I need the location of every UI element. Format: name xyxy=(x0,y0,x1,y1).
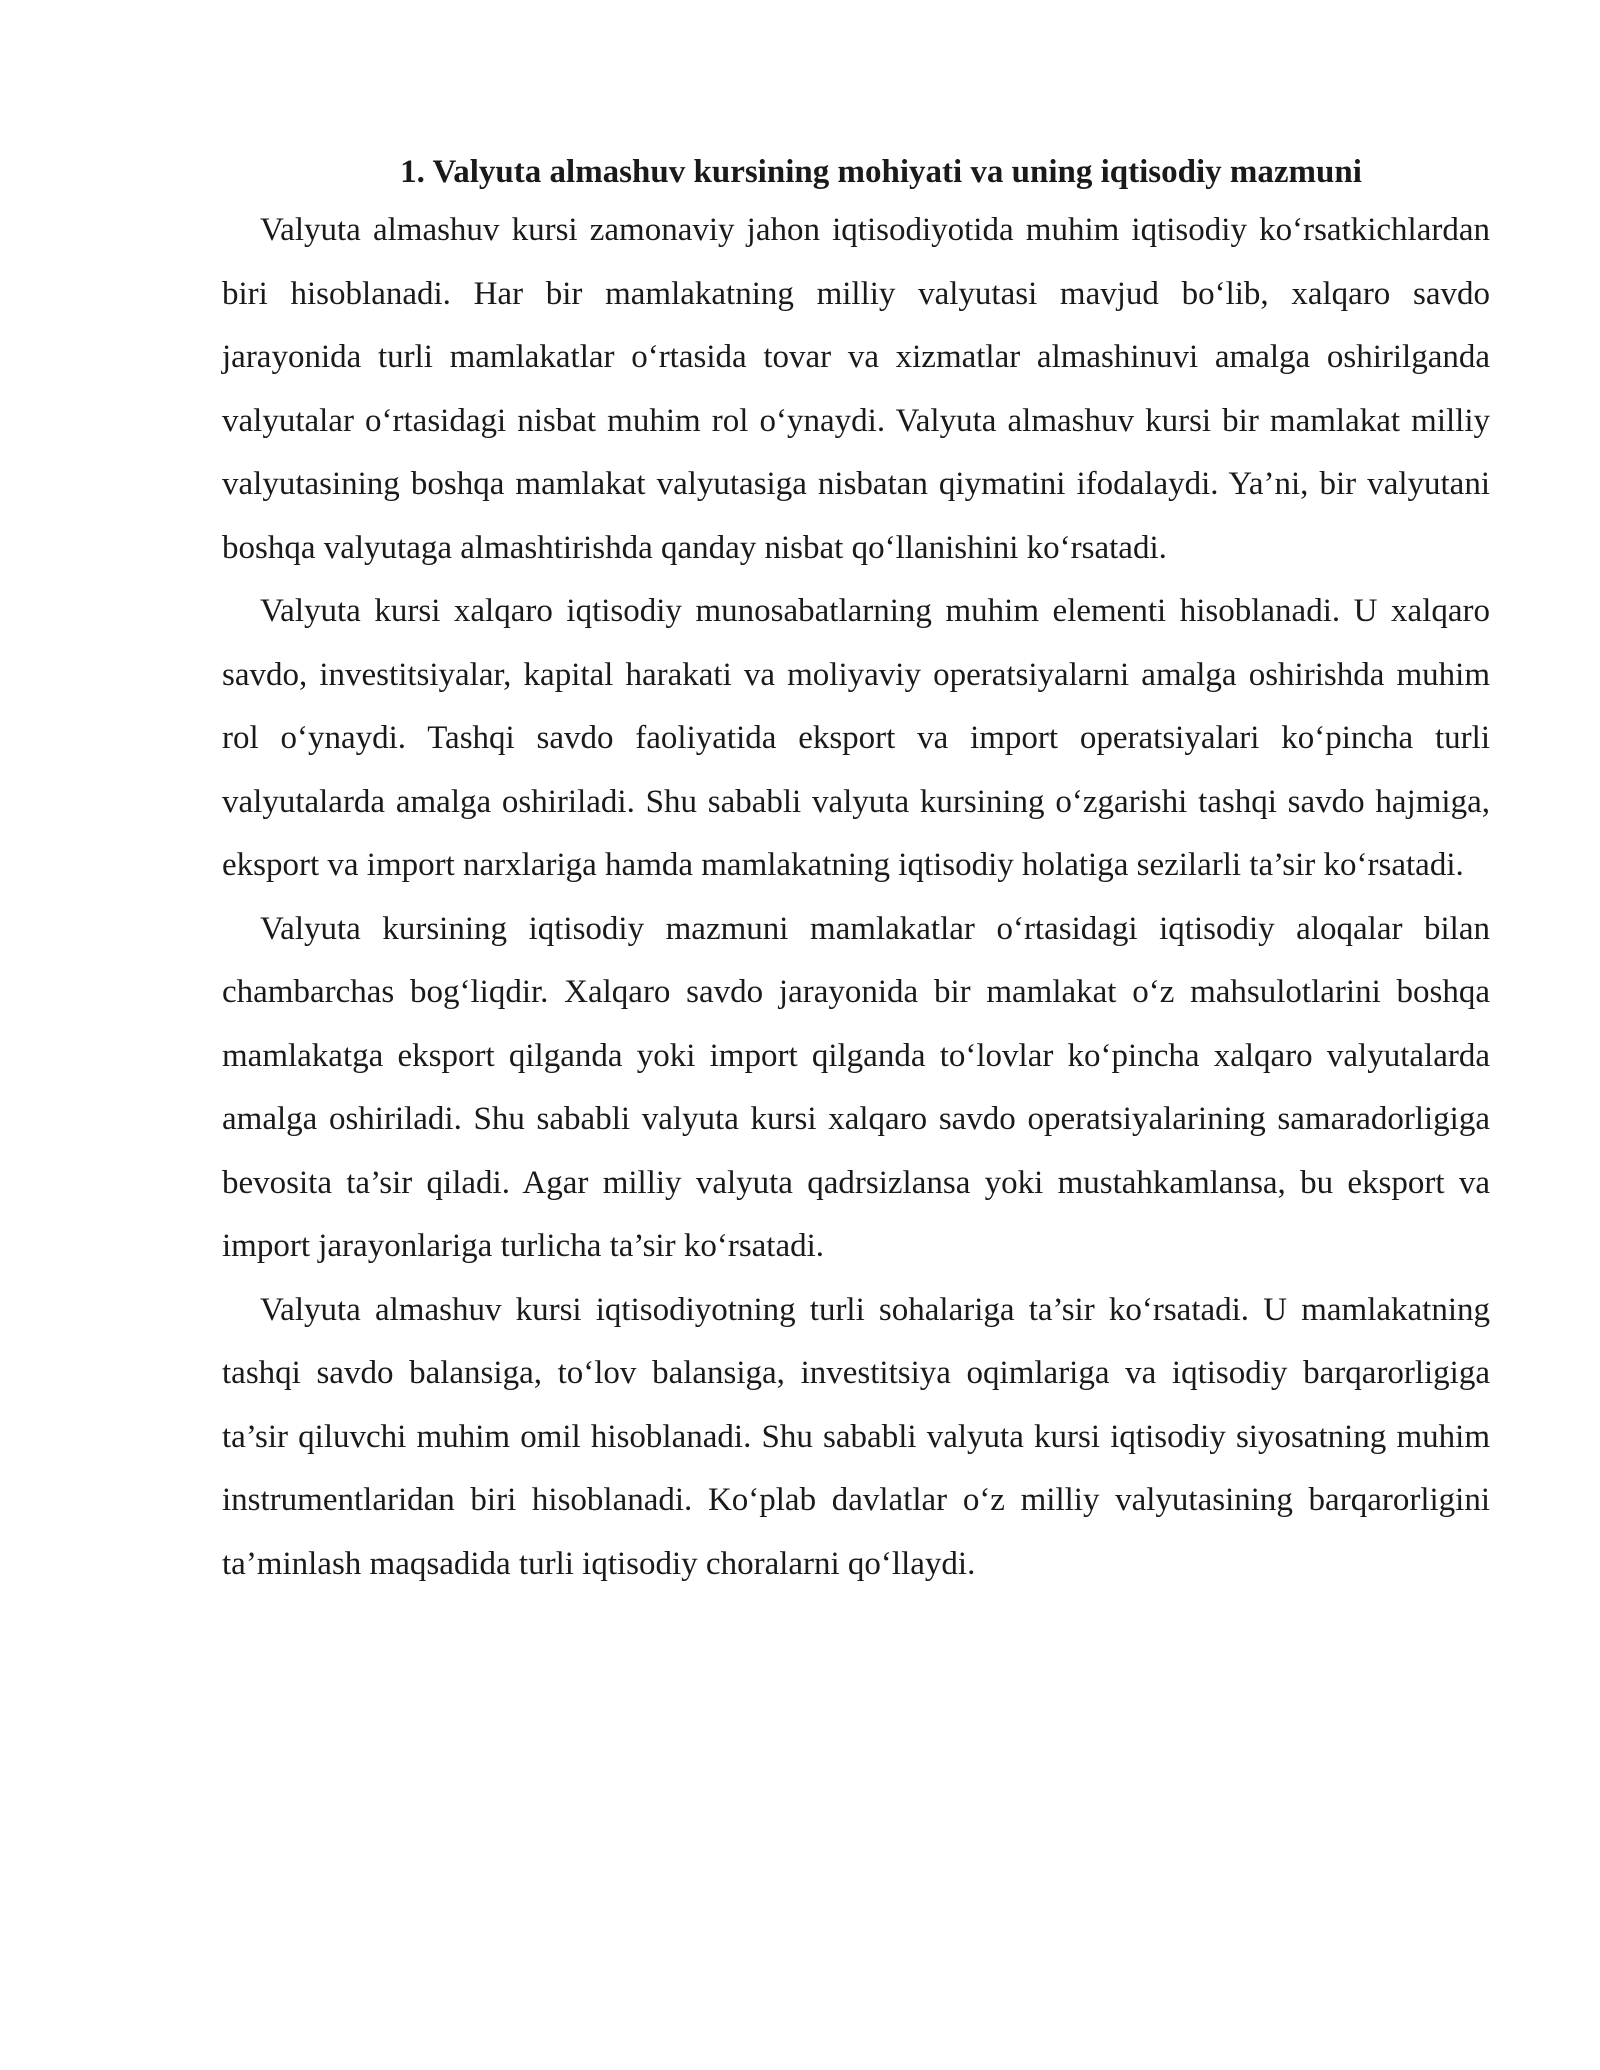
document-body xyxy=(222,145,1490,1596)
paragraph-2: Valyuta kursi xalqaro iqtisodiy munosabatlarning muhim elementi hisoblanadi. U xalqaro savdo, investitsiyalar, kapital harakati va moliyaviy operatsiyalarni amalga oshirishda muhim rol o‘ynaydi. Tashqi savdo faoliyatida eksport va import operatsiyalari ko‘pincha turli valyutalarda amalga oshiriladi. Shu sababli valyuta kursining o‘zgarishi tashqi savdo hajmiga, eksport va import narxlariga hamda mamlakatning iqtisodiy holatiga sezilarli ta’sir ko‘rsatadi. xyxy=(222,593,1490,883)
paragraph-1: Valyuta almashuv kursi zamonaviy jahon iqtisodiyotida muhim iqtisodiy ko‘rsatkichlardan biri hisoblanadi. Har bir mamlakatning milliy valyutasi mavjud bo‘lib, xalqaro savdo jarayonida turli mamlakatlar o‘rtasida tovar va xizmatlar almashinuvi amalga oshirilganda valyutalar o‘rtasidagi nisbat muhim rol o‘ynaydi. Valyuta almashuv kursi bir mamlakat milliy valyutasining boshqa mamlakat valyutasiga nisbatan qiymatini ifodalaydi. Ya’ni, bir valyutani boshqa valyutaga almashtirishda qanday nisbat qo‘llanishini ko‘rsatadi. xyxy=(222,212,1490,566)
section-heading: 1. Valyuta almashuv kursining mohiyati va uning iqtisodiy mazmuni xyxy=(400,154,1362,190)
paragraph-4: Valyuta almashuv kursi iqtisodiyotning turli sohalariga ta’sir ko‘rsatadi. U mamlakatning tashqi savdo balansiga, to‘lov balansiga, investitsiya oqimlariga va iqtisodiy barqarorligiga ta’sir qiluvchi muhim omil hisoblanadi. Shu sababli valyuta kursi iqtisodiy siyosatning muhim instrumentlaridan biri hisoblanadi. Ko‘plab davlatlar o‘z milliy valyutasining barqarorligini ta’minlash maqsadida turli iqtisodiy choralarni qo‘llaydi. xyxy=(222,1291,1490,1582)
paragraph-3: Valyuta kursining iqtisodiy mazmuni mamlakatlar o‘rtasidagi iqtisodiy aloqalar bilan chambarchas bog‘liqdir. Xalqaro savdo jarayonida bir mamlakat o‘z mahsulotlarini boshqa mamlakatga eksport qilganda yoki import qilganda to‘lovlar ko‘pincha xalqaro valyutalarda amalga oshiriladi. Shu sababli valyuta kursi xalqaro savdo operatsiyalarining samaradorligiga bevosita ta’sir qiladi. Agar milliy valyuta qadrsizlansa yoki mustahkamlansa, bu eksport va import jarayonlariga turlicha ta’sir ko‘rsatadi. xyxy=(222,910,1490,1264)
